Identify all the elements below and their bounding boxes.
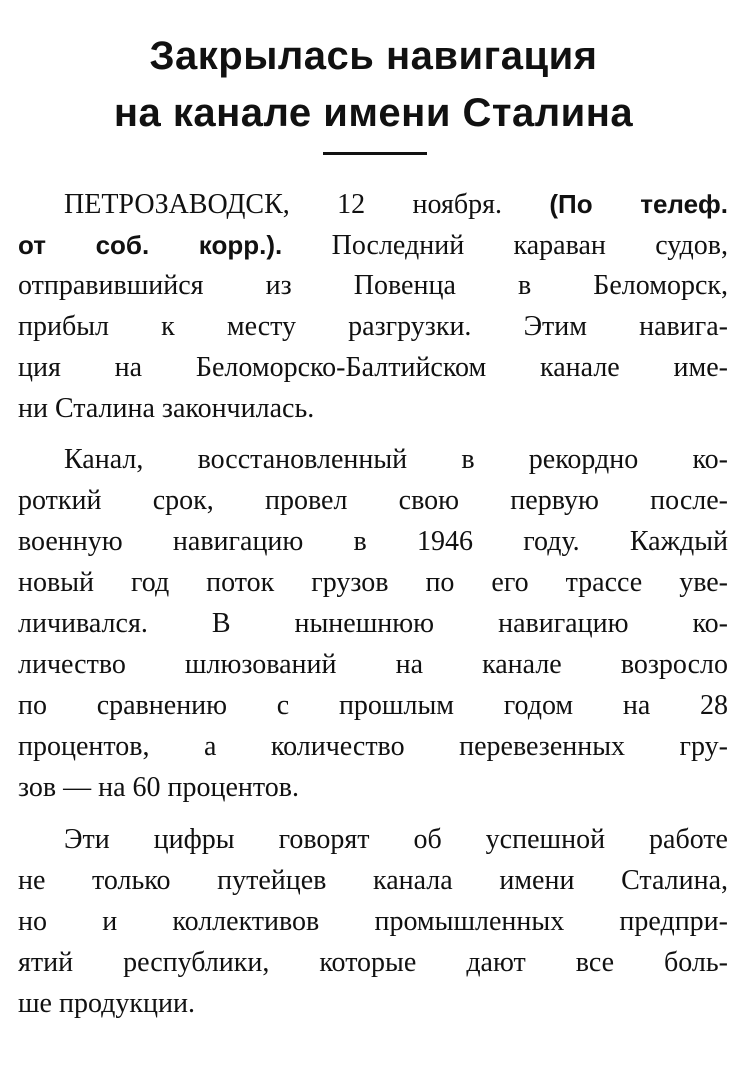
dateline: ПЕТРОЗАВОДСК, 12 ноября.	[64, 189, 502, 220]
paragraph-2-line-4: новый год поток грузов по его трассе уве-	[18, 567, 728, 598]
paragraph-2-line-9: зов — на 60 процентов.	[18, 772, 299, 803]
headline-line-1: Закрылась навигация	[149, 34, 598, 78]
paragraph-2-line-7: по сравнению с прошлым годом на 28	[18, 690, 728, 721]
paragraph-1-line-3: отправившийся из Повенца в Беломорск,	[18, 270, 728, 301]
paragraph-3-line-4: ятий республики, которые дают все боль-	[18, 947, 728, 978]
paragraph-2-line-5: личивался. В нынешнюю навигацию ко-	[18, 608, 728, 639]
paragraph-1-line-6: ни Сталина закончилась.	[18, 393, 315, 424]
paragraph-2-line-8: процентов, а количество перевезенных гру-	[18, 731, 728, 762]
paragraph-2-line-1: Канал, восстановленный в рекордно ко-	[64, 444, 728, 475]
paragraph-1-line-2-text: Последний караван судов,	[282, 230, 728, 261]
paragraph-2-line-2: роткий срок, провел свою первую после-	[18, 485, 728, 516]
paragraph-1-line-1	[64, 185, 728, 223]
paragraph-2-line-6: личество шлюзований на канале возросло	[18, 649, 728, 680]
paragraph-1-line-2	[18, 226, 728, 264]
byline-correspondent: от соб. корр.).	[18, 230, 283, 260]
paragraph-2-line-3: военную навигацию в 1946 году. Каждый	[18, 526, 728, 557]
paragraph-3-line-5: ше продукции.	[18, 988, 195, 1019]
paragraph-3-line-2: не только путейцев канала имени Сталина,	[18, 865, 728, 896]
byline-source: (По телеф.	[549, 189, 728, 219]
paragraph-3-line-3: но и коллективов промышленных предпри-	[18, 906, 728, 937]
paragraph-1-line-5: ция на Беломорско-Балтийском канале име-	[18, 352, 728, 383]
headline-divider	[323, 152, 427, 155]
paragraph-3-line-1: Эти цифры говорят об успешной работе	[64, 824, 728, 855]
paragraph-1-line-4: прибыл к месту разгрузки. Этим навига-	[18, 311, 728, 342]
headline-line-2: на канале имени Сталина	[113, 91, 634, 135]
